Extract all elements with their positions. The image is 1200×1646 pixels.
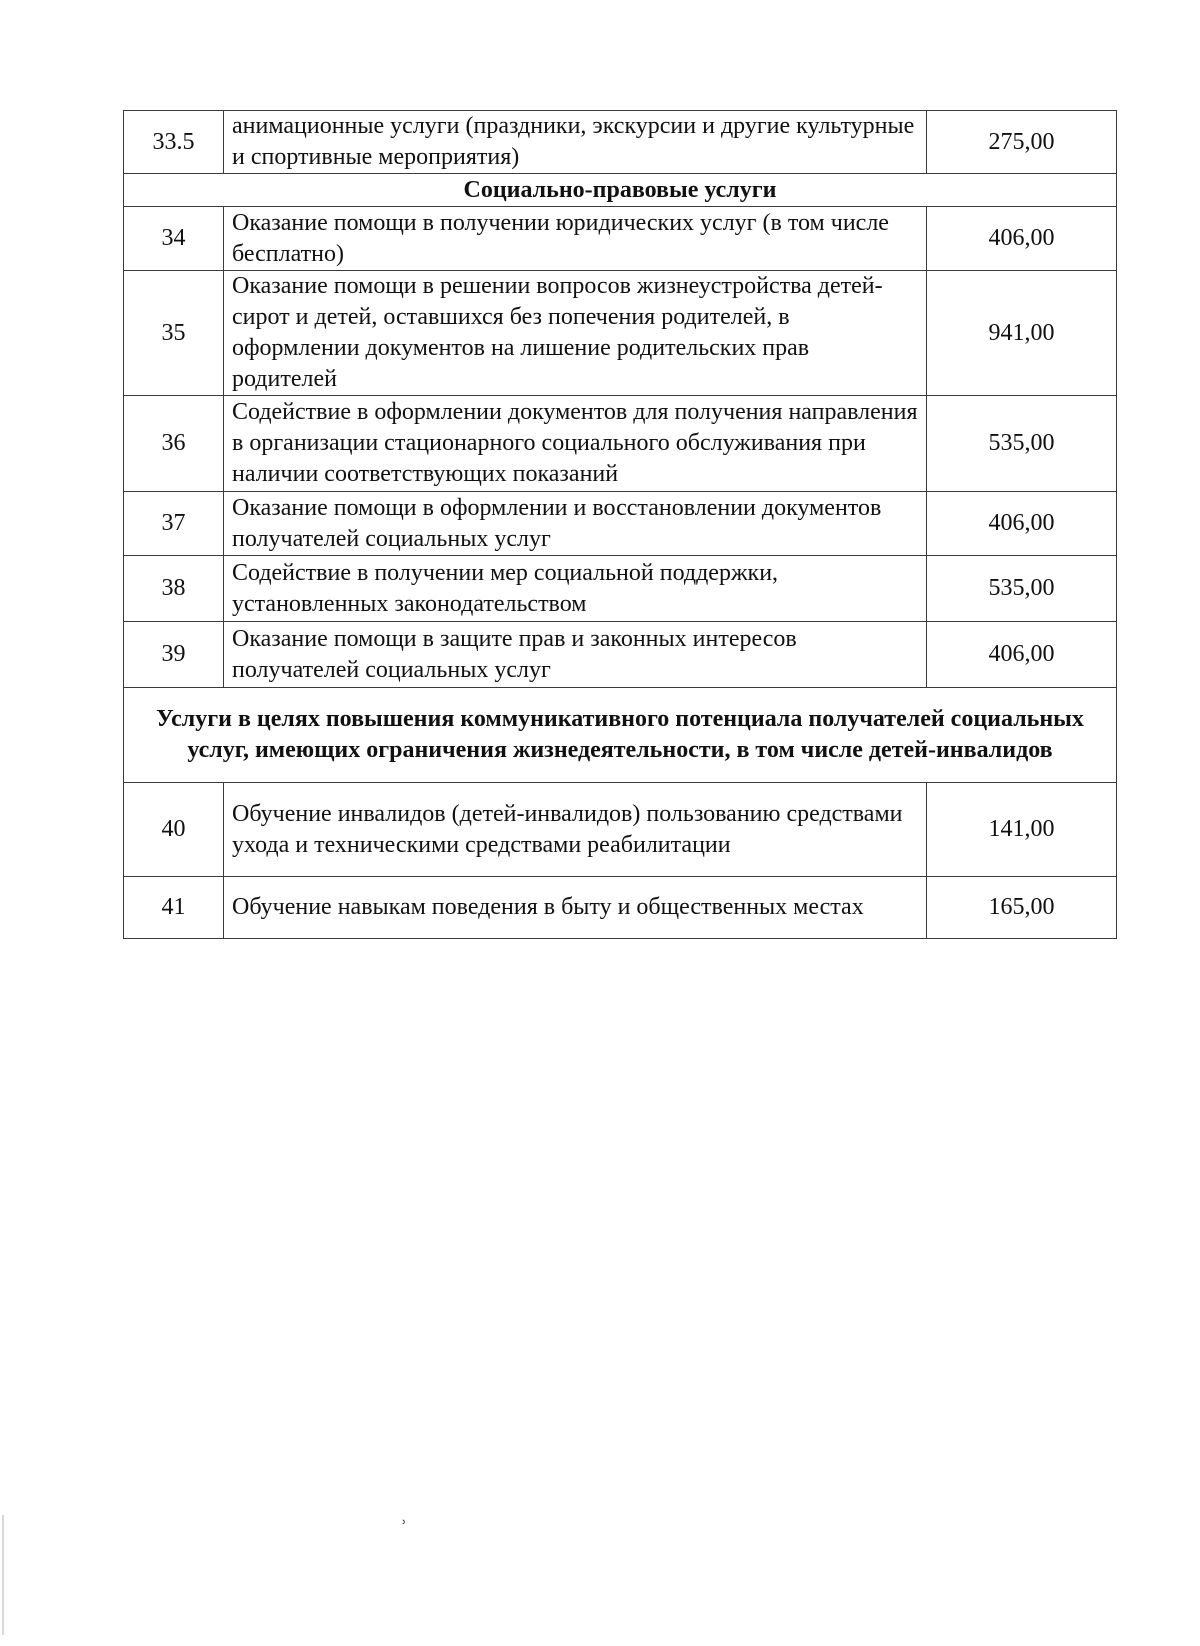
row-number: 41 [124, 877, 224, 939]
service-name: Обучение инвалидов (детей-инвалидов) пользованию средствами ухода и техническими средствами реабилитации [224, 783, 927, 877]
service-name: Содействие в получении мер социальной поддержки, установленных законодательством [224, 556, 927, 622]
service-name: Содействие в оформлении документов для получения направления в организации стационарного социального обслуживания при наличии соответствующих показаний [224, 396, 927, 492]
service-name: анимационные услуги (праздники, экскурсии и другие культурные и спортивные мероприятия) [224, 111, 927, 174]
row-number: 34 [124, 207, 224, 271]
table-row [124, 111, 1117, 174]
section-title: Услуги в целях повышения коммуникативного потенциала получателей социальных услуг, имеющих ограничения жизнедеятельности, в том числе детей-инвалидов [124, 688, 1117, 783]
service-price: 406,00 [927, 492, 1117, 556]
service-name: Оказание помощи в получении юридических услуг (в том числе бесплатно) [224, 207, 927, 271]
service-price: 406,00 [927, 622, 1117, 688]
row-number: 39 [124, 622, 224, 688]
section-title: Социально-правовые услуги [124, 174, 1117, 207]
table-row [124, 396, 1117, 492]
service-price: 141,00 [927, 783, 1117, 877]
table-row [124, 783, 1117, 877]
services-price-table [123, 110, 1117, 939]
service-price: 535,00 [927, 556, 1117, 622]
row-number: 33.5 [124, 111, 224, 174]
scan-edge-line [2, 1515, 4, 1635]
table-row [124, 492, 1117, 556]
service-price: 165,00 [927, 877, 1117, 939]
row-number: 36 [124, 396, 224, 492]
section-row [124, 174, 1117, 207]
page-mark: ˒ [400, 1505, 408, 1530]
service-name: Обучение навыкам поведения в быту и общественных местах [224, 877, 927, 939]
row-number: 35 [124, 271, 224, 396]
table-row [124, 622, 1117, 688]
row-number: 37 [124, 492, 224, 556]
service-name: Оказание помощи в оформлении и восстановлении документов получателей социальных услуг [224, 492, 927, 556]
service-name: Оказание помощи в решении вопросов жизнеустройства детей-сирот и детей, оставшихся без попечения родителей, в оформлении документов на лишение родительских прав родителей [224, 271, 927, 396]
service-price: 406,00 [927, 207, 1117, 271]
table-row [124, 271, 1117, 396]
service-name: Оказание помощи в защите прав и законных интересов получателей социальных услуг [224, 622, 927, 688]
table-row [124, 556, 1117, 622]
service-price: 275,00 [927, 111, 1117, 174]
row-number: 38 [124, 556, 224, 622]
row-number: 40 [124, 783, 224, 877]
service-price: 535,00 [927, 396, 1117, 492]
section-row [124, 688, 1117, 783]
table-row [124, 877, 1117, 939]
service-price: 941,00 [927, 271, 1117, 396]
table-row [124, 207, 1117, 271]
